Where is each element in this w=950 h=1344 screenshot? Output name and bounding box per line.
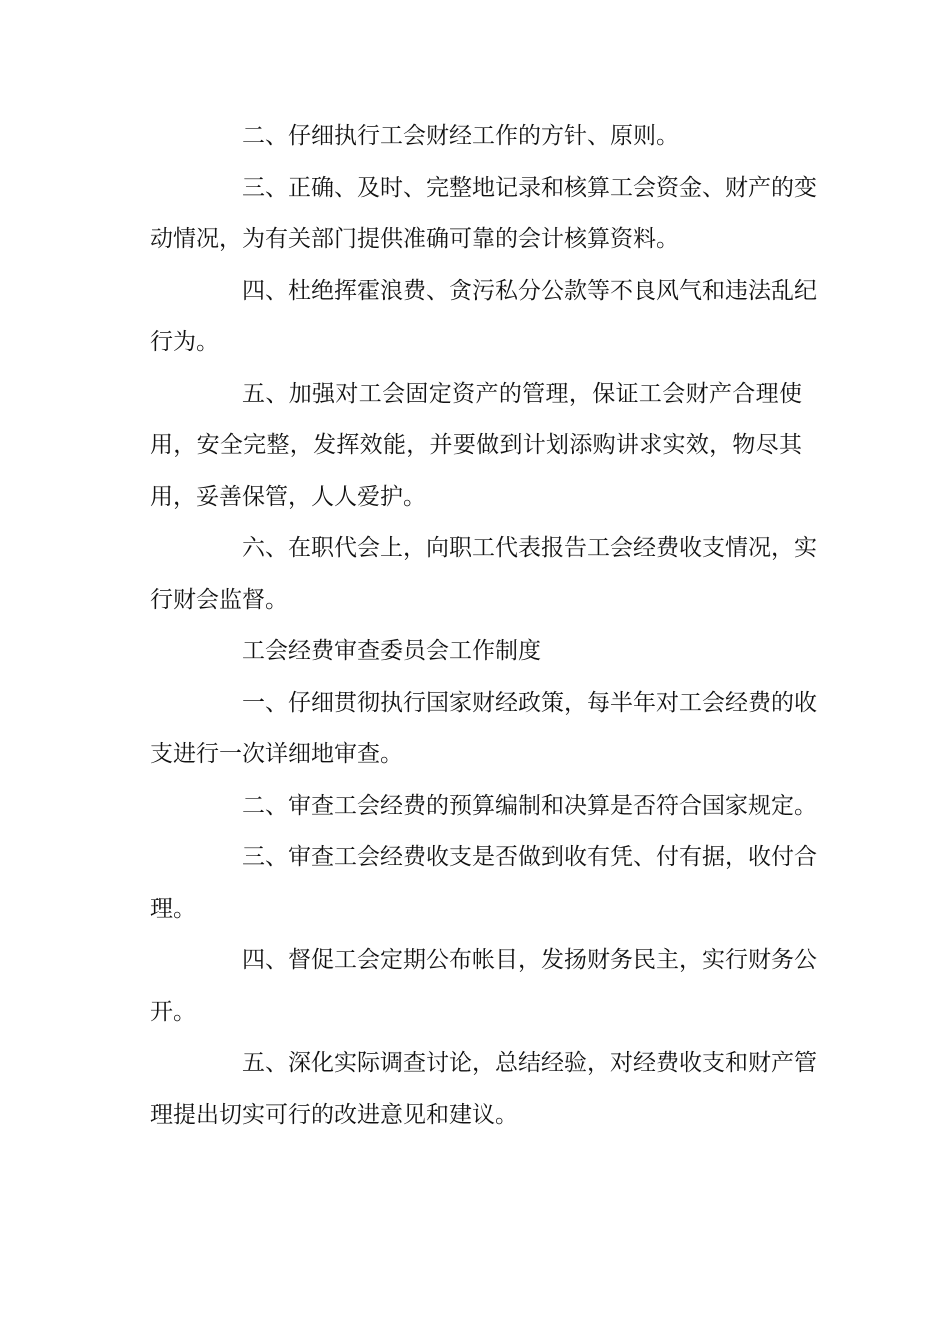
paragraph-1 (150, 111, 802, 163)
text-line: 六、在职代会上，向职工代表报告工会经费收支情况，实 (242, 535, 817, 561)
text-line: 行财会监督。 (150, 586, 288, 613)
text-line: 三、正确、及时、完整地记录和核算工会资金、财产的变 (242, 174, 817, 201)
text-line: 一、仔细贯彻执行国家财经政策，每半年对工会经费的收 (242, 689, 817, 716)
paragraph-7 (150, 781, 817, 833)
text-line: 五、深化实际调查讨论，总结经验，对经费收支和财产管 (242, 1050, 817, 1076)
text-line: 用，安全完整，发挥效能，并要做到计划添购讲求实效，物尽其 (150, 432, 802, 458)
paragraph-3 (150, 266, 817, 369)
text-line: 二、审查工会经费的预算编制和决算是否符合国家规定。 (242, 792, 817, 819)
text-line: 理。 (150, 895, 196, 922)
text-line: 二、仔细执行工会财经工作的方针、原则。 (242, 123, 679, 149)
text-line: 用，妥善保管，人人爱护。 (150, 483, 426, 510)
text-line: 四、杜绝挥霍浪费、贪污私分公款等不良风气和违法乱纪 (242, 277, 817, 304)
section-heading (150, 626, 802, 678)
text-line: 动情况，为有关部门提供准确可靠的会计核算资料。 (150, 226, 679, 252)
paragraph-9 (150, 935, 817, 1038)
text-line: 开。 (150, 998, 196, 1025)
text-line: 支进行一次详细地审查。 (150, 741, 403, 767)
text-line: 行为。 (150, 329, 219, 355)
text-line: 五、加强对工会固定资产的管理，保证工会财产合理使 (242, 380, 802, 407)
heading-text: 工会经费审查委员会工作制度 (242, 638, 541, 664)
text-line: 三、审查工会经费收支是否做到收有凭、付有据，收付合 (242, 844, 817, 870)
paragraph-4 (150, 369, 802, 524)
paragraph-8 (150, 832, 817, 935)
text-line: 理提出切实可行的改进意见和建议。 (150, 1101, 518, 1128)
paragraph-10 (150, 1038, 817, 1141)
paragraph-2 (150, 163, 817, 266)
document-body (150, 111, 817, 1141)
paragraph-5 (150, 523, 817, 626)
paragraph-6 (150, 678, 817, 781)
text-line: 四、督促工会定期公布帐目，发扬财务民主，实行财务公 (242, 947, 817, 973)
